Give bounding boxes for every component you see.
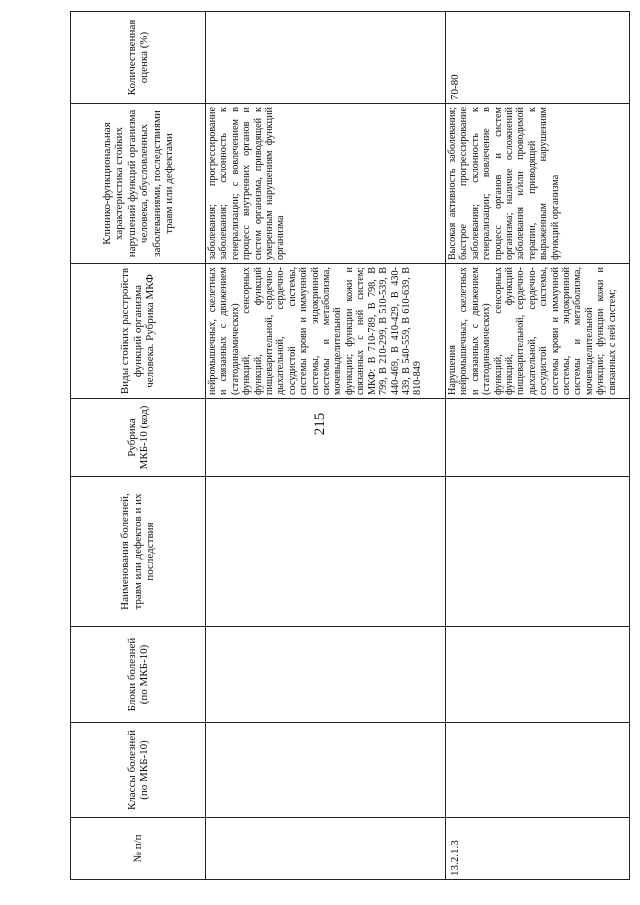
cell-rubric — [446, 399, 630, 477]
page-number: 215 — [312, 412, 328, 436]
cell-names — [206, 477, 446, 627]
header-classes: Классы болезней (по МКБ-10) — [71, 723, 206, 818]
cell-clinical: заболевания; прогрессирование заболевания; склонность к генерализации; с вовлечением в процесс внутренних органов и систем организма, приводящей к умеренным нарушениям функций организма — [206, 104, 446, 264]
cell-names — [446, 477, 630, 627]
cell-score — [206, 12, 446, 104]
cell-classes — [446, 723, 630, 818]
cell-rubric — [206, 399, 446, 477]
header-blocks: Блоки болезней (по МКБ-10) — [71, 627, 206, 723]
header-types: Виды стойких расстройств функций организма человека. Рубрика МКФ — [71, 264, 206, 399]
cell-types: нейромышечных, скелетных и связанных с движением (статодинамических) функций, сенсорных функций, функций пищеварительной, сердечно-дыхательной, сердечно-сосудистой системы, системы крови и иммунной системы, эндокринной системы и метаболизма, мочевыделительной функции; функции кожи и связанных с ней систем; МКФ: В 710-789, В 798, В 799, В 210-299, В 510-539, В 440-469, В 410-429, В 430-439, В 540-559, В 610-639, В 810-849 — [206, 264, 446, 399]
table-header-row — [71, 12, 206, 880]
cell-num: 13.2.1.3 — [446, 818, 630, 880]
header-score: Количественная оценка (%) — [71, 12, 206, 104]
cell-blocks — [206, 627, 446, 723]
header-names: Наименования болезней, травм или дефектов и их последствия — [71, 477, 206, 627]
table-row — [446, 12, 630, 880]
disability-criteria-table — [70, 11, 630, 880]
cell-num — [206, 818, 446, 880]
header-clinical: Клинико-функциональная характеристика стойких нарушений функций организма человека, обусловленных заболеваниями, последствиями травм или дефектами — [71, 104, 206, 264]
cell-clinical: Высокая активность заболевания; быстрое прогрессирование заболевания; склонность к генерализации; вовлечение в процесс органов и систем организма; наличие осложнений заболевания и/или проводимой терапии, приводящей к выраженным нарушениям функций организма — [446, 104, 630, 264]
table-row — [206, 12, 446, 880]
cell-blocks — [446, 627, 630, 723]
cell-score: 70-80 — [446, 12, 630, 104]
header-rubric: Рубрика МКБ-10 (код) — [71, 399, 206, 477]
rotated-table-container — [70, 12, 630, 880]
cell-classes — [206, 723, 446, 818]
cell-types: Нарушения нейромышечных, скелетных и связанных с движением (статодинамических) функций, сенсорных функций, функций пищеварительной, сердечно-дыхательной, сердечно-сосудистой системы, системы крови и иммунной системы, эндокринной системы и метаболизма, мочевыделительной функции; функции кожи и связанных с ней систем; — [446, 264, 630, 399]
header-num: № п/п — [71, 818, 206, 880]
